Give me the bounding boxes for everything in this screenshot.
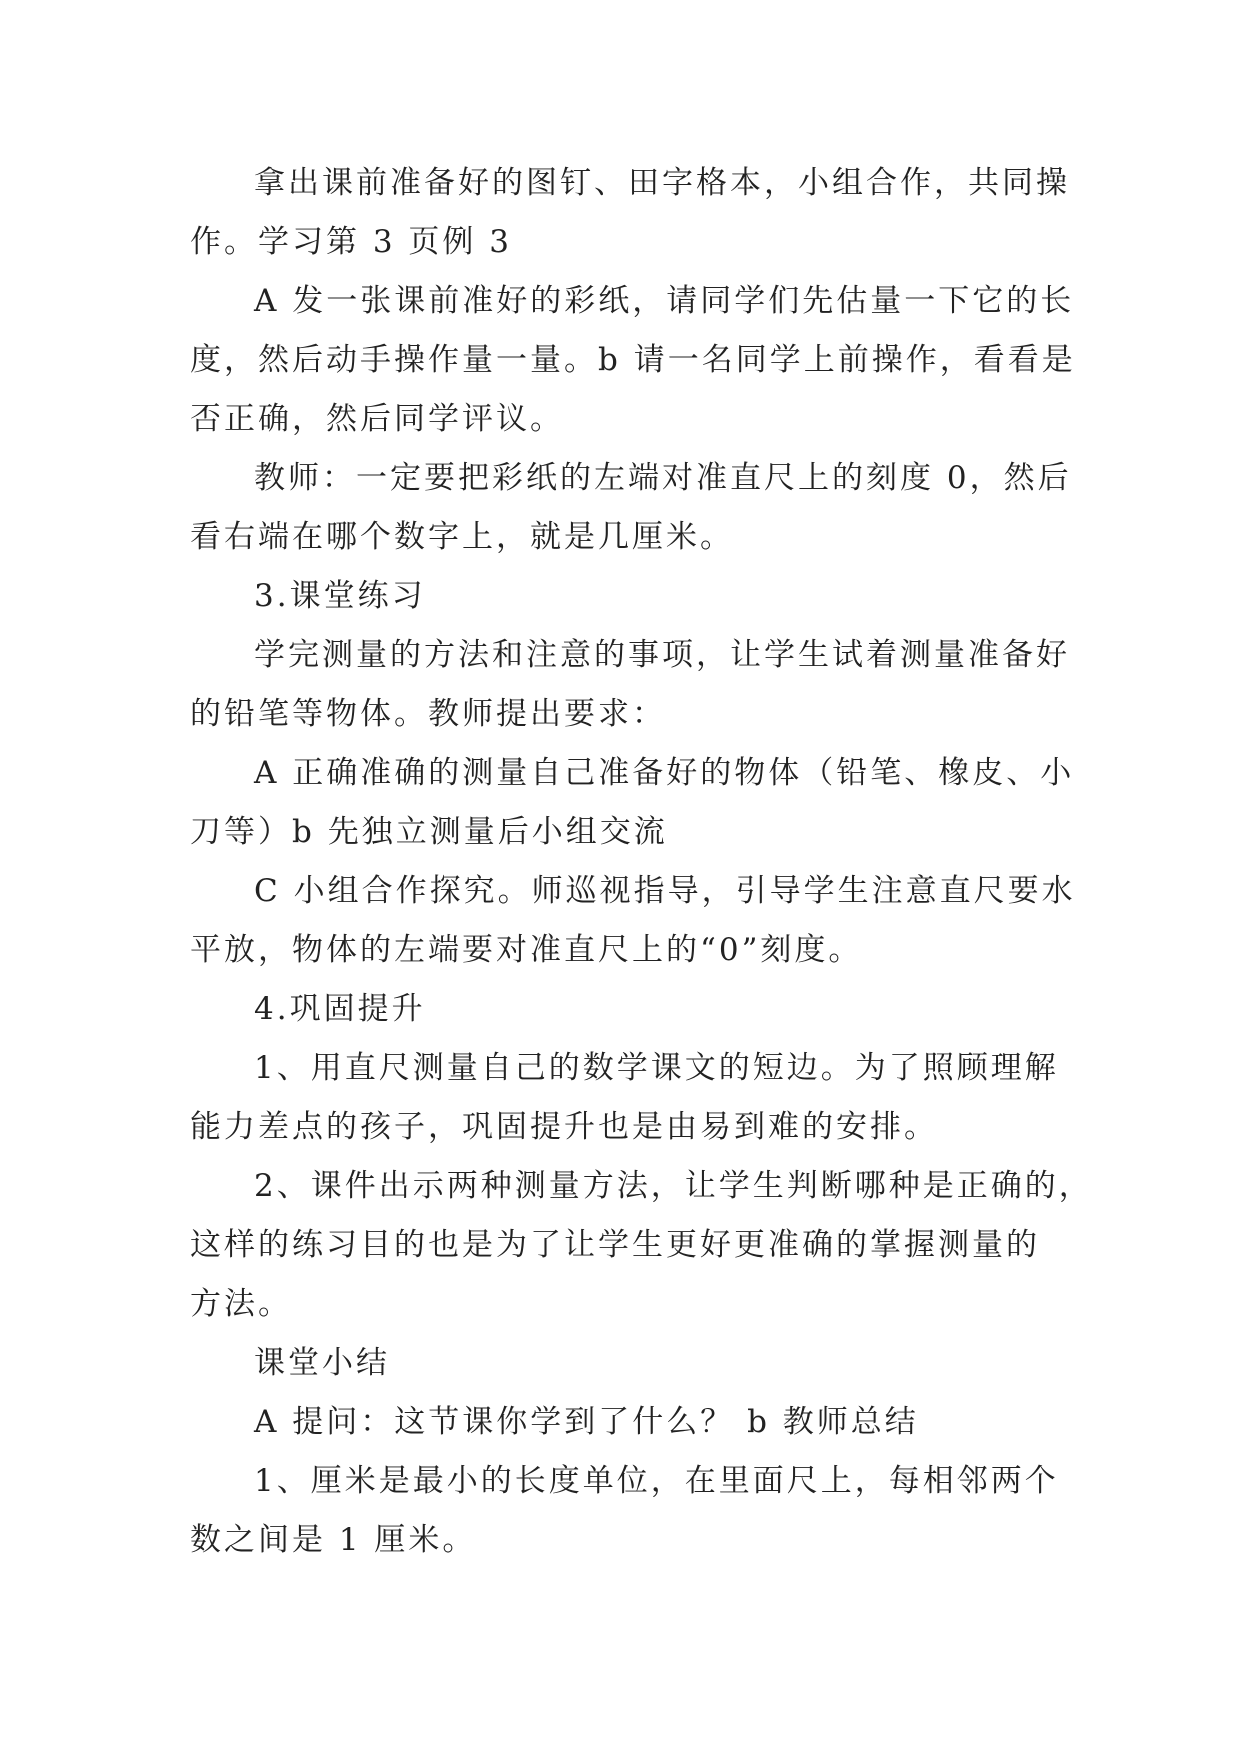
text-line: 否正确，然后同学评议。 (190, 401, 564, 437)
text-line: 拿出课前准备好的图钉、田字格本，小组合作，共同操 (254, 165, 1070, 201)
paragraph (190, 449, 1072, 567)
paragraph (190, 1452, 1059, 1570)
text-line: 的铅笔等物体。教师提出要求： (190, 696, 666, 732)
text-line: A 正确准确的测量自己准备好的物体（铅笔、橡皮、小 (254, 755, 1075, 791)
text-line: A 发一张课前准好的彩纸，请同学们先估量一下它的长 (254, 283, 1075, 319)
text-line: 3.课堂练习 (254, 578, 426, 614)
text-line: 4.巩固提升 (254, 991, 426, 1027)
text-line: 1、用直尺测量自己的数学课文的短边。为了照顾理解 (254, 1050, 1059, 1086)
text-line: 度，然后动手操作量一量。b 请一名同学上前操作，看看是 (190, 342, 1076, 378)
text-line: 学完测量的方法和注意的事项，让学生试着测量准备好 (254, 637, 1070, 673)
text-line: 刀等）b 先独立测量后小组交流 (190, 814, 668, 850)
text-line: 教师：一定要把彩纸的左端对准直尺上的刻度 0，然后 (254, 460, 1072, 496)
paragraph (190, 1393, 1052, 1452)
text-line: 1、厘米是最小的长度单位，在里面尺上，每相邻两个 (254, 1463, 1059, 1499)
paragraph (190, 744, 1075, 862)
section-heading (190, 567, 1052, 626)
paragraph (190, 626, 1070, 744)
text-line: 方法。 (190, 1286, 292, 1322)
text-line: C 小组合作探究。师巡视指导，引导学生注意直尺要水 (254, 873, 1076, 909)
text-line: A 提问：这节课你学到了什么？ b 教师总结 (254, 1404, 919, 1440)
paragraph (190, 154, 1070, 272)
text-line: 课堂小结 (254, 1345, 390, 1381)
text-line: 作。学习第 3 页例 3 (190, 224, 513, 260)
section-heading (190, 980, 1052, 1039)
text-line: 能力差点的孩子，巩固提升也是由易到难的安排。 (190, 1109, 938, 1145)
document-body (190, 154, 1093, 1570)
paragraph (190, 1039, 1059, 1157)
paragraph (190, 862, 1076, 980)
paragraph (190, 272, 1076, 449)
paragraph (190, 1157, 1093, 1334)
text-line: 这样的练习目的也是为了让学生更好更准确的掌握测量的 (190, 1227, 1040, 1263)
text-line: 2、课件出示两种测量方法，让学生判断哪种是正确的， (254, 1168, 1093, 1204)
section-heading (190, 1334, 1052, 1393)
text-line: 平放，物体的左端要对准直尺上的“0”刻度。 (190, 932, 863, 968)
text-line: 数之间是 1 厘米。 (190, 1522, 477, 1558)
text-line: 看右端在哪个数字上，就是几厘米。 (190, 519, 734, 555)
